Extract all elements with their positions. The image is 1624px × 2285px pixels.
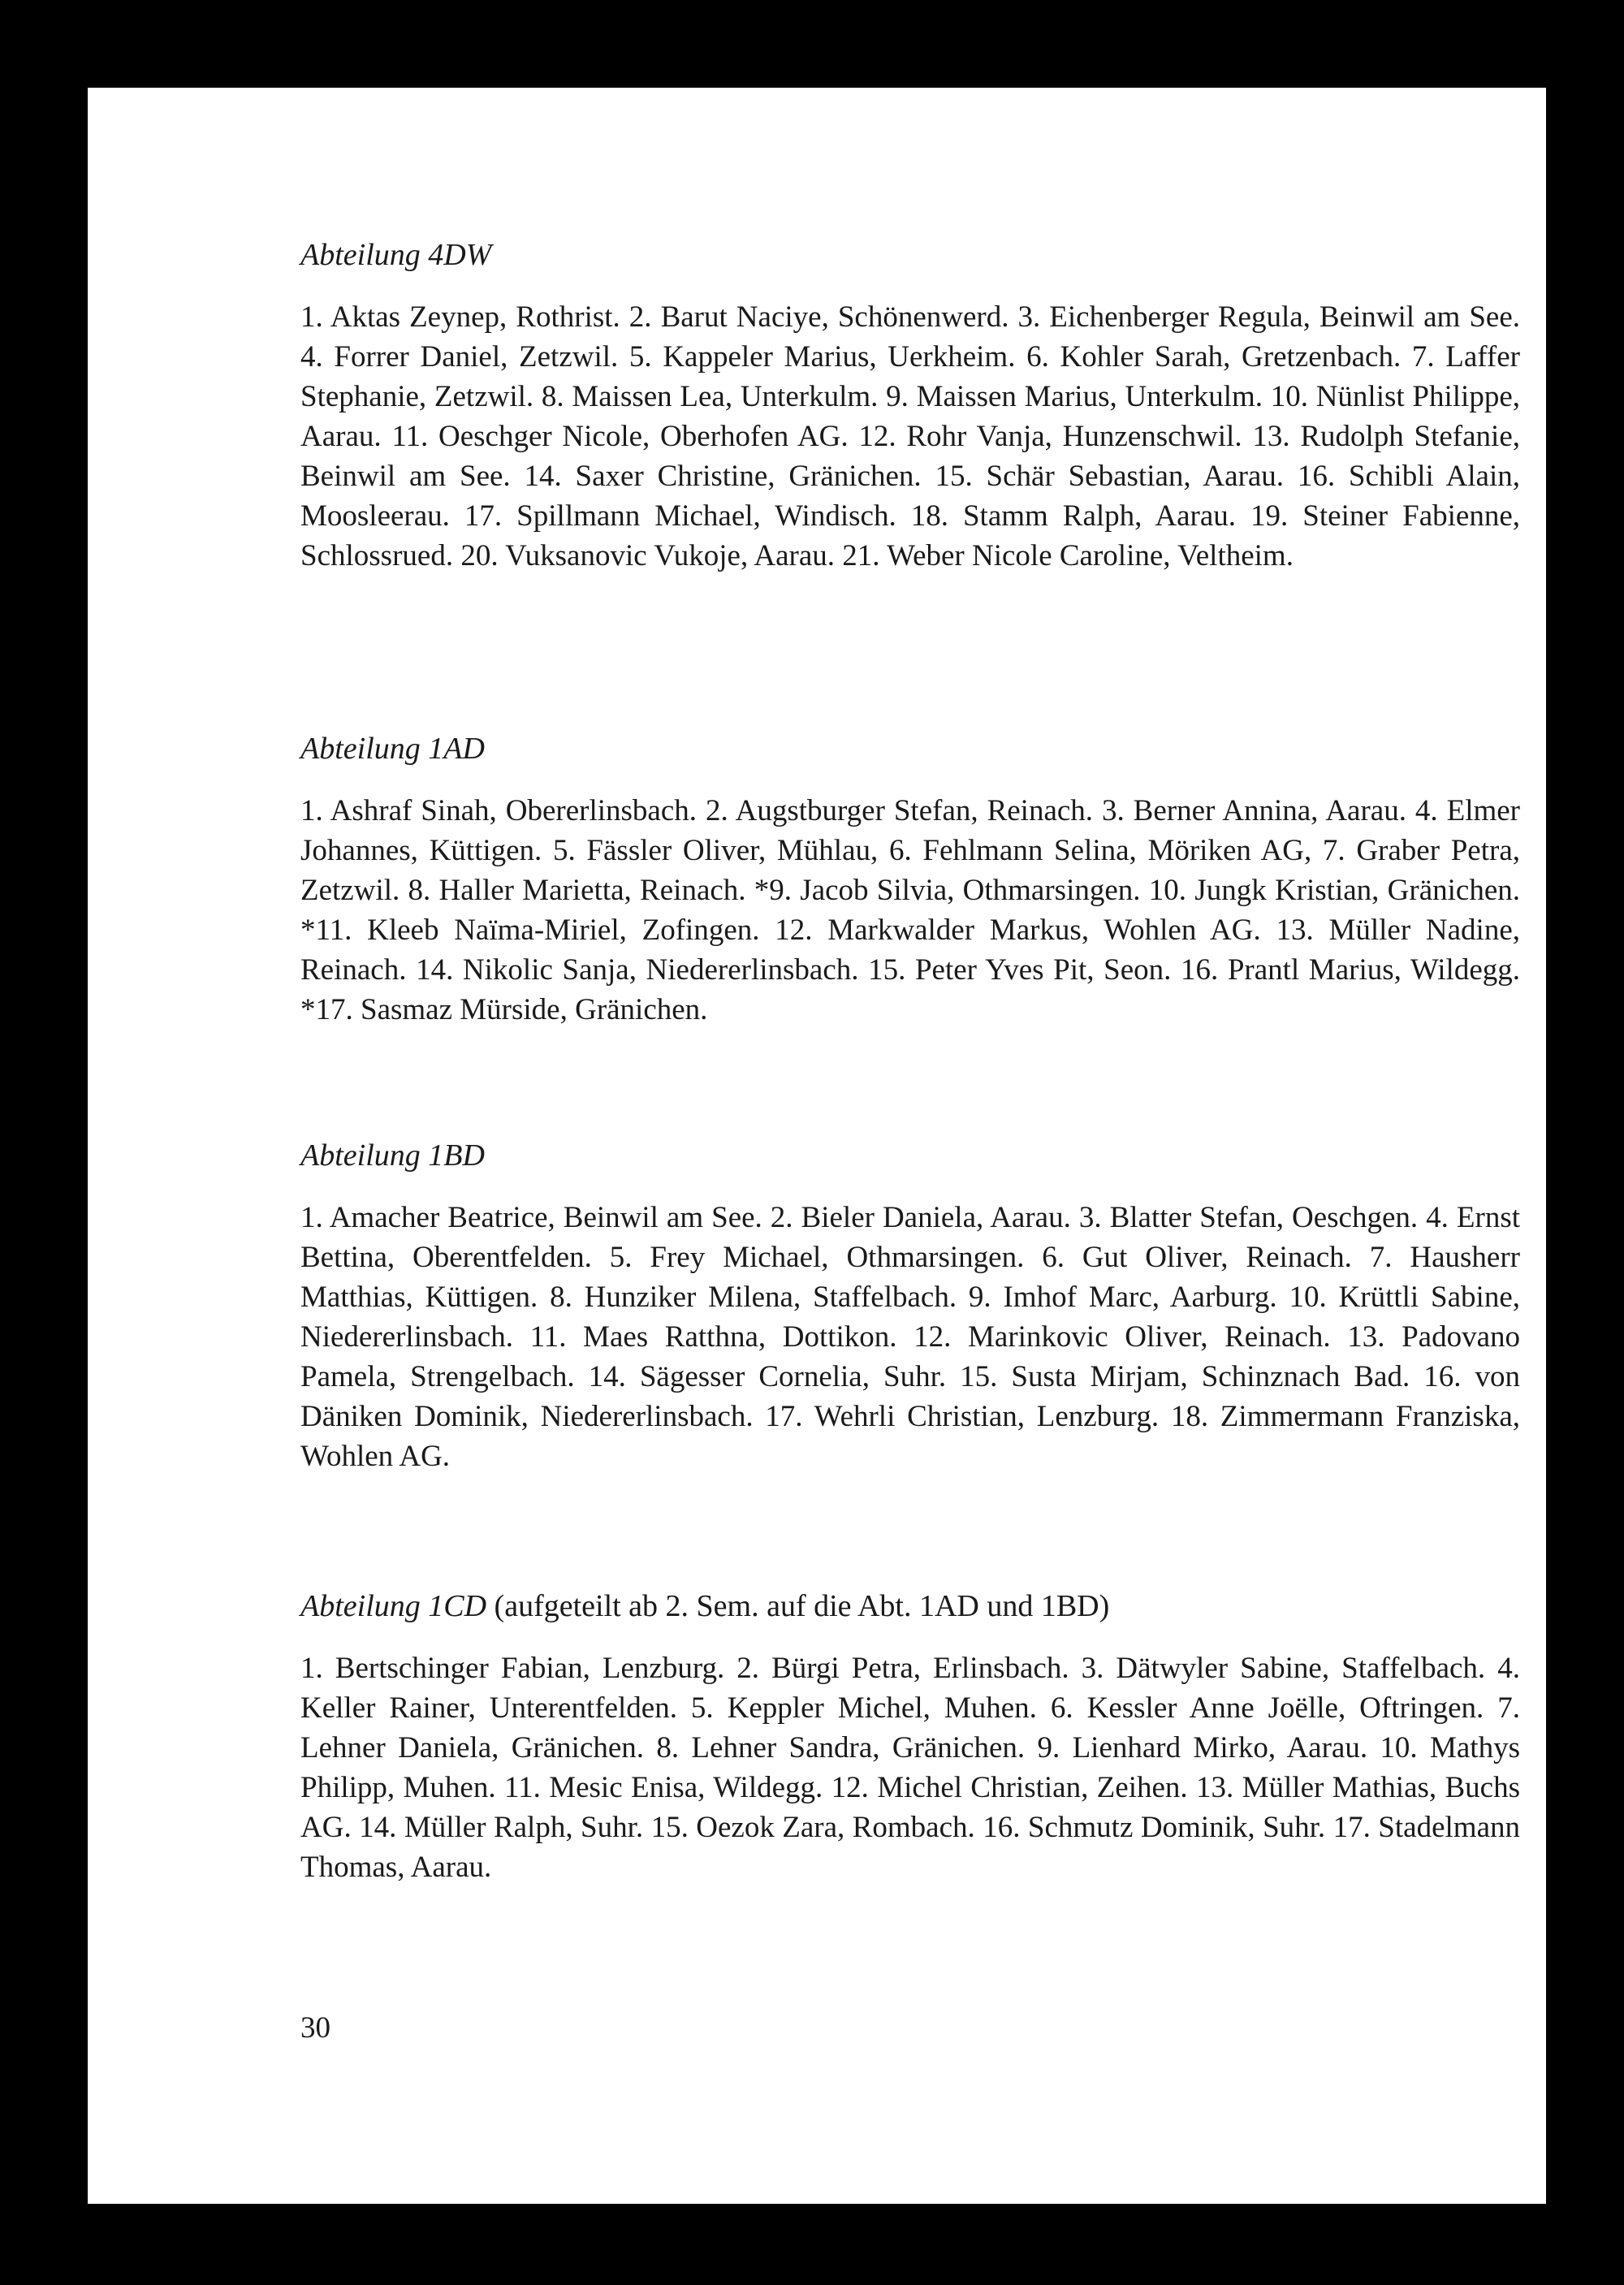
section-1bd: [300, 1136, 1520, 1476]
section-1ad: [300, 729, 1520, 1030]
section-entries: 1. Ashraf Sinah, Obererlinsbach. 2. Augstburger Stefan, Reinach. 3. Berner Annina, Aarau. 4. Elmer Johannes, Küttigen. 5. Fässler Oliver, Mühlau, 6. Fehlmann Selina, Möriken AG, 7. Graber Petra, Zetzwil. 8. Haller Marietta, Reinach. *9. Jacob Silvia, Othmarsingen. 10. Jungk Kristian, Gränichen. *11. Kleeb Naïma-Miriel, Zofingen. 12. Markwalder Markus, Wohlen AG. 13. Müller Nadine, Reinach. 14. Nikolic Sanja, Niedererlinsbach. 15. Peter Yves Pit, Seon. 16. Prantl Marius, Wildegg. *17. Sasmaz Mürside, Gränichen.: [300, 794, 1520, 1026]
heading-text: Abteilung 1BD: [300, 1138, 485, 1173]
section-4dw: [300, 235, 1520, 576]
section-heading: [300, 729, 1520, 768]
section-entries: 1. Aktas Zeynep, Rothrist. 2. Barut Naciye, Schönenwerd. 3. Eichenberger Regula, Beinwil am See. 4. Forrer Daniel, Zetzwil. 5. Kappeler Marius, Uerkheim. 6. Kohler Sarah, Gretzenbach. 7. Laffer Stephanie, Zetzwil. 8. Maissen Lea, Unterkulm. 9. Maissen Marius, Unterkulm. 10. Nünlist Philippe, Aarau. 11. Oeschger Nicole, Oberhofen AG. 12. Rohr Vanja, Hunzenschwil. 13. Rudolph Stefanie, Beinwil am See. 14. Saxer Christine, Gränichen. 15. Schär Sebastian, Aarau. 16. Schibli Alain, Moosleerau. 17. Spillmann Michael, Windisch. 18. Stamm Ralph, Aarau. 19. Steiner Fabienne, Schlossrued. 20. Vuksanovic Vukoje, Aarau. 21. Weber Nicole Caroline, Veltheim.: [300, 300, 1520, 572]
page-number: 30: [300, 2011, 330, 2045]
section-entries: 1. Bertschinger Fabian, Lenzburg. 2. Bürgi Petra, Erlinsbach. 3. Dätwyler Sabine, Staffelbach. 4. Keller Rainer, Unterentfelden. 5. Keppler Michel, Muhen. 6. Kessler Anne Joëlle, Oftringen. 7. Lehner Daniela, Gränichen. 8. Lehner Sandra, Gränichen. 9. Lienhard Mirko, Aarau. 10. Mathys Philipp, Muhen. 11. Mesic Enisa, Wildegg. 12. Michel Christian, Zeihen. 13. Müller Mathias, Buchs AG. 14. Müller Ralph, Suhr. 15. Oezok Zara, Rombach. 16. Schmutz Dominik, Suhr. 17. Stadelmann Thomas, Aarau.: [300, 1652, 1520, 1884]
section-note: (aufgeteilt ab 2. Sem. auf die Abt. 1AD und 1BD): [494, 1589, 1110, 1623]
document-page: [88, 88, 1546, 2204]
section-heading: [300, 235, 1520, 274]
section-heading: [300, 1136, 1520, 1175]
section-entries: 1. Amacher Beatrice, Beinwil am See. 2. Bieler Daniela, Aarau. 3. Blatter Stefan, Oeschgen. 4. Ernst Bettina, Oberentfelden. 5. Frey Michael, Othmarsingen. 6. Gut Oliver, Reinach. 7. Hausherr Matthias, Küttigen. 8. Hunziker Milena, Staffelbach. 9. Imhof Marc, Aarburg. 10. Krüttli Sabine, Niedererlinsbach. 11. Maes Ratthna, Dottikon. 12. Marinkovic Oliver, Reinach. 13. Padovano Pamela, Strengelbach. 14. Sägesser Cornelia, Suhr. 15. Susta Mirjam, Schinznach Bad. 16. von Däniken Dominik, Niedererlinsbach. 17. Wehrli Christian, Lenzburg. 18. Zimmermann Franziska, Wohlen AG.: [300, 1201, 1520, 1473]
heading-text: Abteilung 4DW: [300, 238, 492, 272]
section-1cd: [300, 1587, 1520, 1887]
heading-text: Abteilung 1AD: [300, 732, 485, 766]
heading-text: Abteilung 1CD: [300, 1589, 487, 1623]
section-heading: [300, 1587, 1520, 1626]
